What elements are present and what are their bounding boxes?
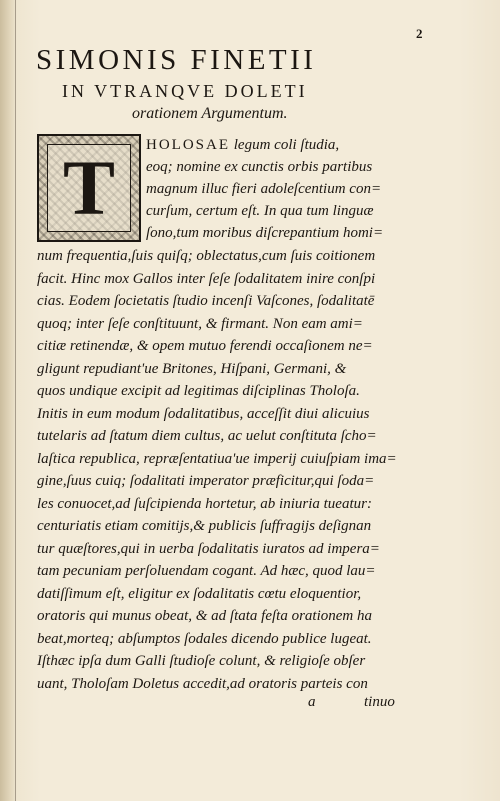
text-line: tutelaris ad ſtatum diem cultus, ac uelut conſtituta ſcho=	[37, 428, 377, 444]
text-line: gligunt repudiant'ue Britones, Hiſpani, Germani, &	[37, 361, 347, 377]
text-line: num frequentia,ſuis quiſq; oblectatus,cum ſuis coitionem	[37, 248, 376, 264]
initial-letter: T	[62, 144, 116, 231]
text-line: laſtica republica, repræſentatiua'ue imperij cuiuſpiam ima=	[37, 451, 397, 467]
text-line: datiſſimum eſt, eligitur ex ſodalitatis cœtu eloquentior,	[37, 586, 362, 602]
text-line: quoq; inter ſeſe conſtituunt, & firmant. Non eam ami=	[37, 316, 363, 332]
page-edge-rule	[15, 0, 16, 801]
page-subtitle: IN VTRANQVE DOLETI	[62, 81, 308, 101]
decorated-initial	[37, 134, 141, 242]
signature-mark: a	[308, 694, 316, 710]
page-number: 2	[416, 26, 423, 41]
text-line: uant, Tholoſam Doletus accedit,ad oratoris parteis con	[37, 676, 368, 692]
text-line: facit. Hinc mox Gallos inter ſeſe ſodalitatem inire conſpi	[37, 271, 376, 287]
text-line: oratoris qui munus obeat, & ad ſtata feſta orationem ha	[37, 608, 373, 624]
text-line: gine,ſuus cuiq; ſodalitati imperator præficitur,qui ſoda=	[37, 473, 375, 489]
text-line: tur quæſtores,qui in uerba ſodalitatis iuratos ad impera=	[37, 541, 380, 557]
text-line: les conuocet,ad ſuſcipienda hortetur, ab iniuria tueatur:	[37, 496, 372, 512]
text-line: ſono,tum moribus diſcrepantium homi=	[146, 225, 384, 241]
binding-edge	[0, 0, 16, 801]
text-line: magnum illuc fieri adoleſcentium con=	[146, 181, 382, 197]
text-line: cias. Eodem ſocietatis ſtudio incenſi Vaſcones, ſodalitatē	[37, 293, 375, 309]
text-line: citiæ retinendæ, & opem mutuo ferendi occaſionem ne=	[37, 338, 373, 354]
text-line: curſum, certum eſt. In qua tum linguæ	[146, 203, 374, 219]
text-line: tam pecuniam perſoluendam cogant. Ad hæc, quod lau=	[37, 563, 376, 579]
catchword: tinuo	[364, 694, 395, 710]
page-subtitle-italic: orationem Argumentum.	[132, 105, 288, 122]
text-line: beat,morteq; abſumptos ſodales dicendo publice lugeat.	[37, 631, 372, 647]
text-line: centuriatis etiam comitijs,& publicis ſuffragijs deſignan	[37, 518, 372, 534]
text-line	[146, 134, 339, 156]
text-line: Iſthæc ipſa dum Galli ſtudioſe colunt, & religioſe obſer	[37, 653, 366, 669]
text-line: Initis in eum modum ſodalitatibus, acceſſit diui alicuius	[37, 406, 370, 422]
first-word: HOLOSAE	[146, 137, 230, 153]
page-title: SIMONIS FINETII	[36, 44, 317, 76]
first-line-rest: legum coli ſtudia,	[230, 137, 340, 153]
text-line: eoq; nomine ex cunctis orbis partibus	[146, 159, 373, 175]
text-line: quos undique excipit ad legitimas diſciplinas Tholoſa.	[37, 383, 360, 399]
decorated-initial-frame	[47, 144, 131, 232]
